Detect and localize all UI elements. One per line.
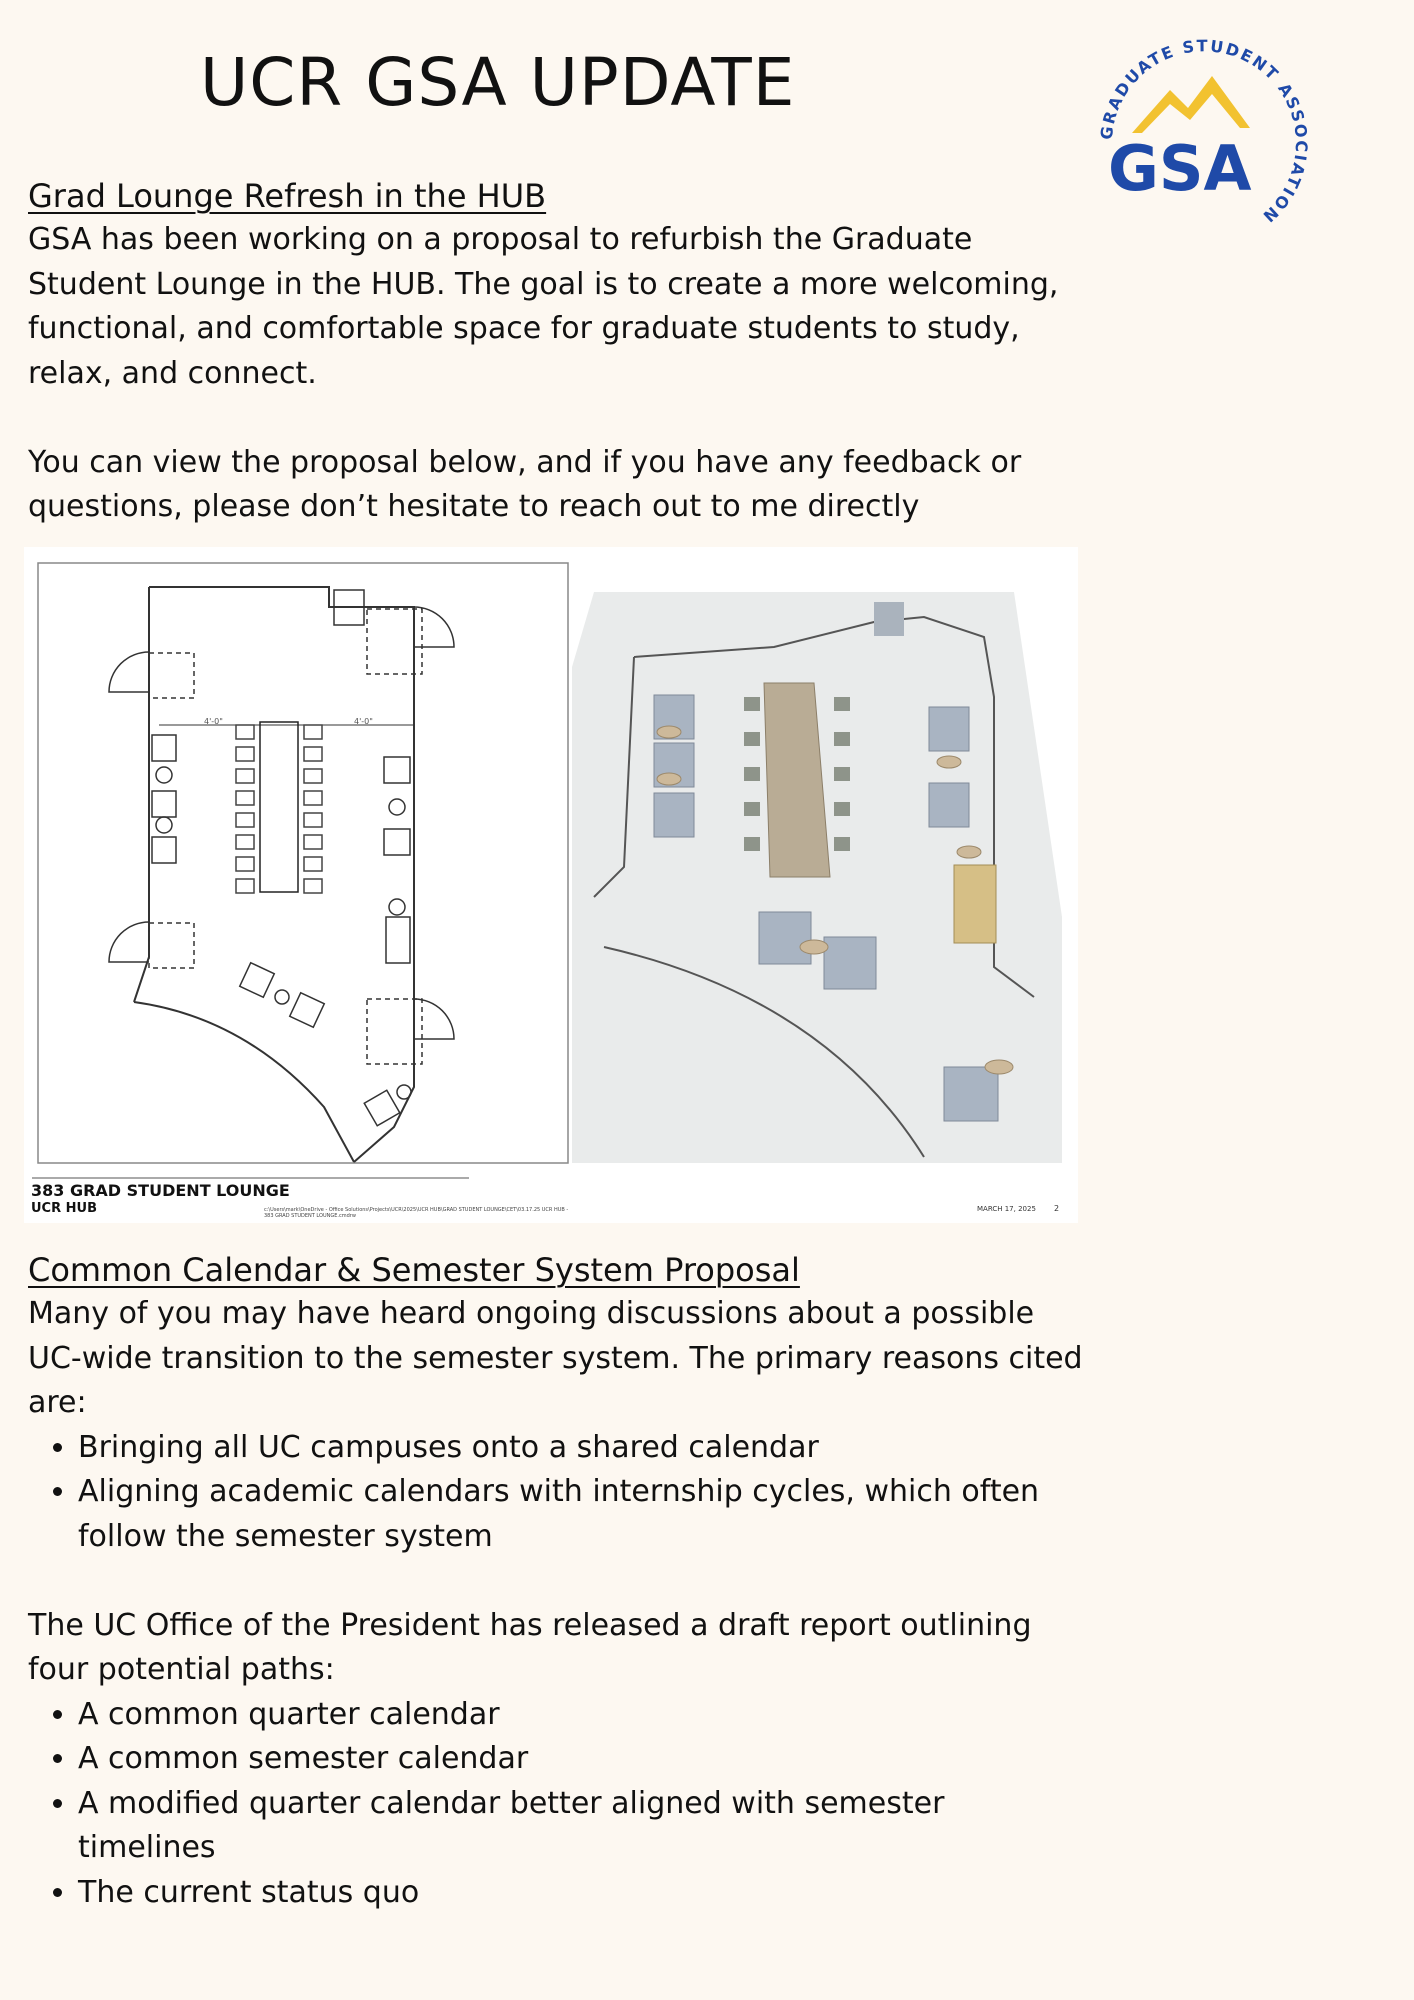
list-item: • A common semester calendar [78, 1737, 1088, 1782]
lounge-section [28, 174, 1088, 530]
gsa-logo-graphic [1090, 28, 1315, 233]
render-3d [572, 592, 1062, 1163]
dimension-left: 4'-0" [204, 717, 223, 726]
lounge-paragraph-1: GSA has been working on a proposal to refurbish the Graduate Student Lounge in the HUB. The goal is to create a more welcoming, functional, and comfortable space for graduate students to study, relax, and connect. [28, 222, 1059, 391]
file-path-line-1: c:\Users\mark\OneDrive - Office Solutions\Projects\UCR\2025\UCR HUB\GRAD STUDENT LOUNGE\CET\03.17.25 UCR HUB - [264, 1207, 569, 1213]
list-item: • The current status quo [78, 1871, 1088, 1916]
report-intro: The UC Office of the President has released a draft report outlining four potential paths: [28, 1607, 1032, 1687]
mountain-icon [1132, 76, 1250, 133]
logo-ring-text: GRADUATE STUDENT ASSOCIATION [1096, 36, 1312, 228]
page-title: UCR GSA UPDATE [200, 44, 796, 121]
lounge-paragraph-2: You can view the proposal below, and if you have any feedback or questions, please don’t hesitate to reach out to me directly [28, 444, 1022, 524]
reasons-list [28, 1426, 1088, 1560]
dimension-right: 4'-0" [354, 717, 373, 726]
list-item: • Aligning academic calendars with internship cycles, which often follow the semester system [78, 1470, 1088, 1559]
calendar-heading: Common Calendar & Semester System Proposal [28, 1251, 800, 1289]
list-item: • A common quarter calendar [78, 1693, 1088, 1738]
building-label: UCR HUB [31, 1201, 97, 1216]
list-item: • Bringing all UC campuses onto a shared calendar [78, 1426, 1088, 1471]
logo-initials: GSA [1108, 132, 1252, 205]
paths-list [28, 1693, 1088, 1916]
room-label: 383 GRAD STUDENT LOUNGE [31, 1181, 290, 1200]
drawing-page-number: 2 [1054, 1204, 1060, 1213]
lounge-proposal-drawing [24, 547, 1078, 1223]
gsa-logo [1090, 28, 1315, 233]
list-item: • A modified quarter calendar better aligned with semester timelines [78, 1782, 1088, 1871]
drawing-date: MARCH 17, 2025 [977, 1205, 1036, 1213]
floor-plan [38, 563, 568, 1163]
calendar-intro: Many of you may have heard ongoing discussions about a possible UC-wide transition to the semester system. The primary reasons cited are: [28, 1296, 1083, 1420]
file-path-line-2: 383 GRAD STUDENT LOUNGE.cmdrw [264, 1213, 356, 1219]
lounge-heading: Grad Lounge Refresh in the HUB [28, 177, 547, 215]
calendar-section [28, 1248, 1088, 1915]
